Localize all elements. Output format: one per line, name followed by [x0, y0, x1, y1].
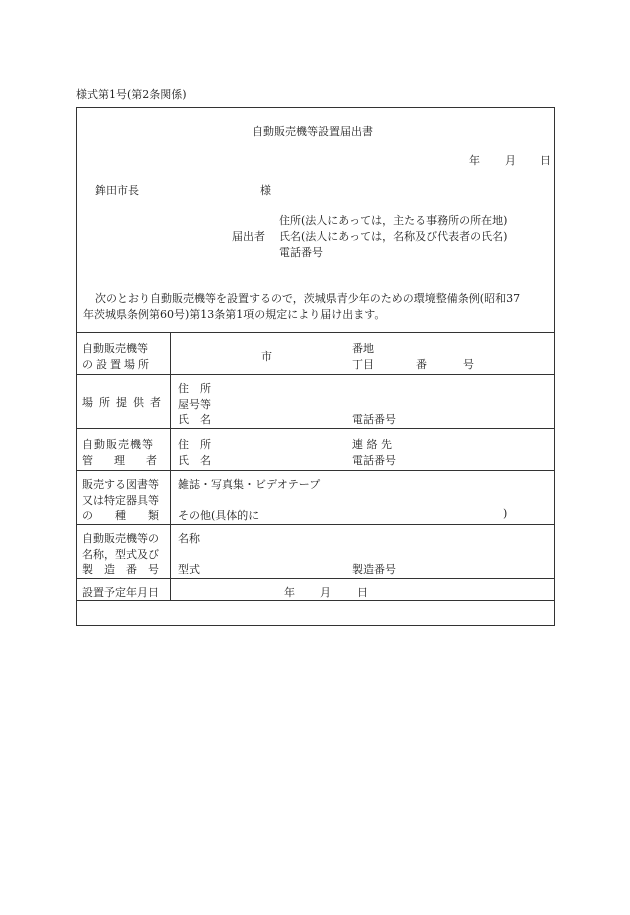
location-label: 自動販売機等	[82, 342, 148, 355]
date-day: 日	[540, 154, 551, 167]
machine-label: 自動販売機等の	[82, 532, 159, 545]
manager-name: 氏 名	[178, 454, 211, 467]
location-chome: 丁目	[352, 358, 374, 371]
form-label: 様式第1号(第2条関係)	[76, 88, 187, 101]
machine-name: 名称	[178, 532, 200, 545]
addressee-honorific: 様	[260, 184, 271, 197]
manager-contact: 連 絡 先	[352, 438, 392, 451]
row-divider	[77, 578, 554, 579]
provider-name: 氏 名	[178, 413, 211, 426]
notifier-address: 住所(法人にあっては，主たる事務所の所在地)	[279, 214, 508, 227]
type-label: 販売する図書等	[82, 478, 159, 491]
machine-label-3: 製 造 番 号	[82, 563, 159, 576]
machine-label-2: 名称，型式及び	[82, 548, 159, 561]
notifier-label: 届出者	[232, 230, 265, 243]
manager-phone: 電話番号	[352, 454, 396, 467]
location-city: 市	[261, 350, 272, 363]
schedule-day: 日	[357, 586, 368, 599]
date-month: 月	[505, 154, 516, 167]
schedule-label: 設置予定年月日	[82, 586, 159, 599]
type-items: 雑誌・写真集・ビデオテープ	[178, 478, 321, 491]
type-label-3: の 種 類	[82, 509, 159, 522]
row-divider	[77, 428, 554, 429]
location-ban: 番	[416, 358, 427, 371]
row-divider	[77, 332, 554, 333]
label-column-divider	[170, 332, 171, 600]
notifier-phone: 電話番号	[279, 246, 323, 259]
schedule-year: 年	[284, 586, 295, 599]
notifier-name: 氏名(法人にあっては，名称及び代表者の氏名)	[279, 230, 508, 243]
provider-address: 住 所	[178, 382, 211, 395]
provider-label: 場所提供者	[82, 396, 167, 409]
schedule-month: 月	[320, 586, 331, 599]
manager-address: 住 所	[178, 438, 211, 451]
machine-model: 型式	[178, 563, 200, 576]
machine-serial: 製造番号	[352, 563, 396, 576]
location-label-2: の設置場所	[82, 358, 152, 371]
row-divider	[77, 470, 554, 471]
row-divider	[77, 600, 554, 601]
provider-phone: 電話番号	[352, 413, 396, 426]
manager-label: 自動販売機等	[82, 438, 154, 451]
row-divider	[77, 524, 554, 525]
location-banchi: 番地	[352, 342, 374, 355]
type-label-2: 又は特定器具等	[82, 494, 159, 507]
addressee-name: 鉾田市長	[95, 184, 139, 197]
type-other: その他(具体的に	[178, 509, 260, 522]
location-go: 号	[463, 358, 474, 371]
form-title: 自動販売機等設置届出書	[252, 125, 373, 138]
provider-shop-name: 屋号等	[178, 398, 211, 411]
type-other-close: )	[503, 507, 508, 520]
notification-form	[76, 107, 555, 626]
date-year: 年	[469, 154, 480, 167]
body-text-line1: 次のとおり自動販売機等を設置するので，茨城県青少年のための環境整備条例(昭和37	[95, 292, 521, 305]
manager-label-2: 管 理 者	[82, 454, 162, 467]
body-text-line2: 年茨城県条例第60号)第13条第1項の規定により届け出ます。	[83, 308, 386, 321]
row-divider	[77, 374, 554, 375]
